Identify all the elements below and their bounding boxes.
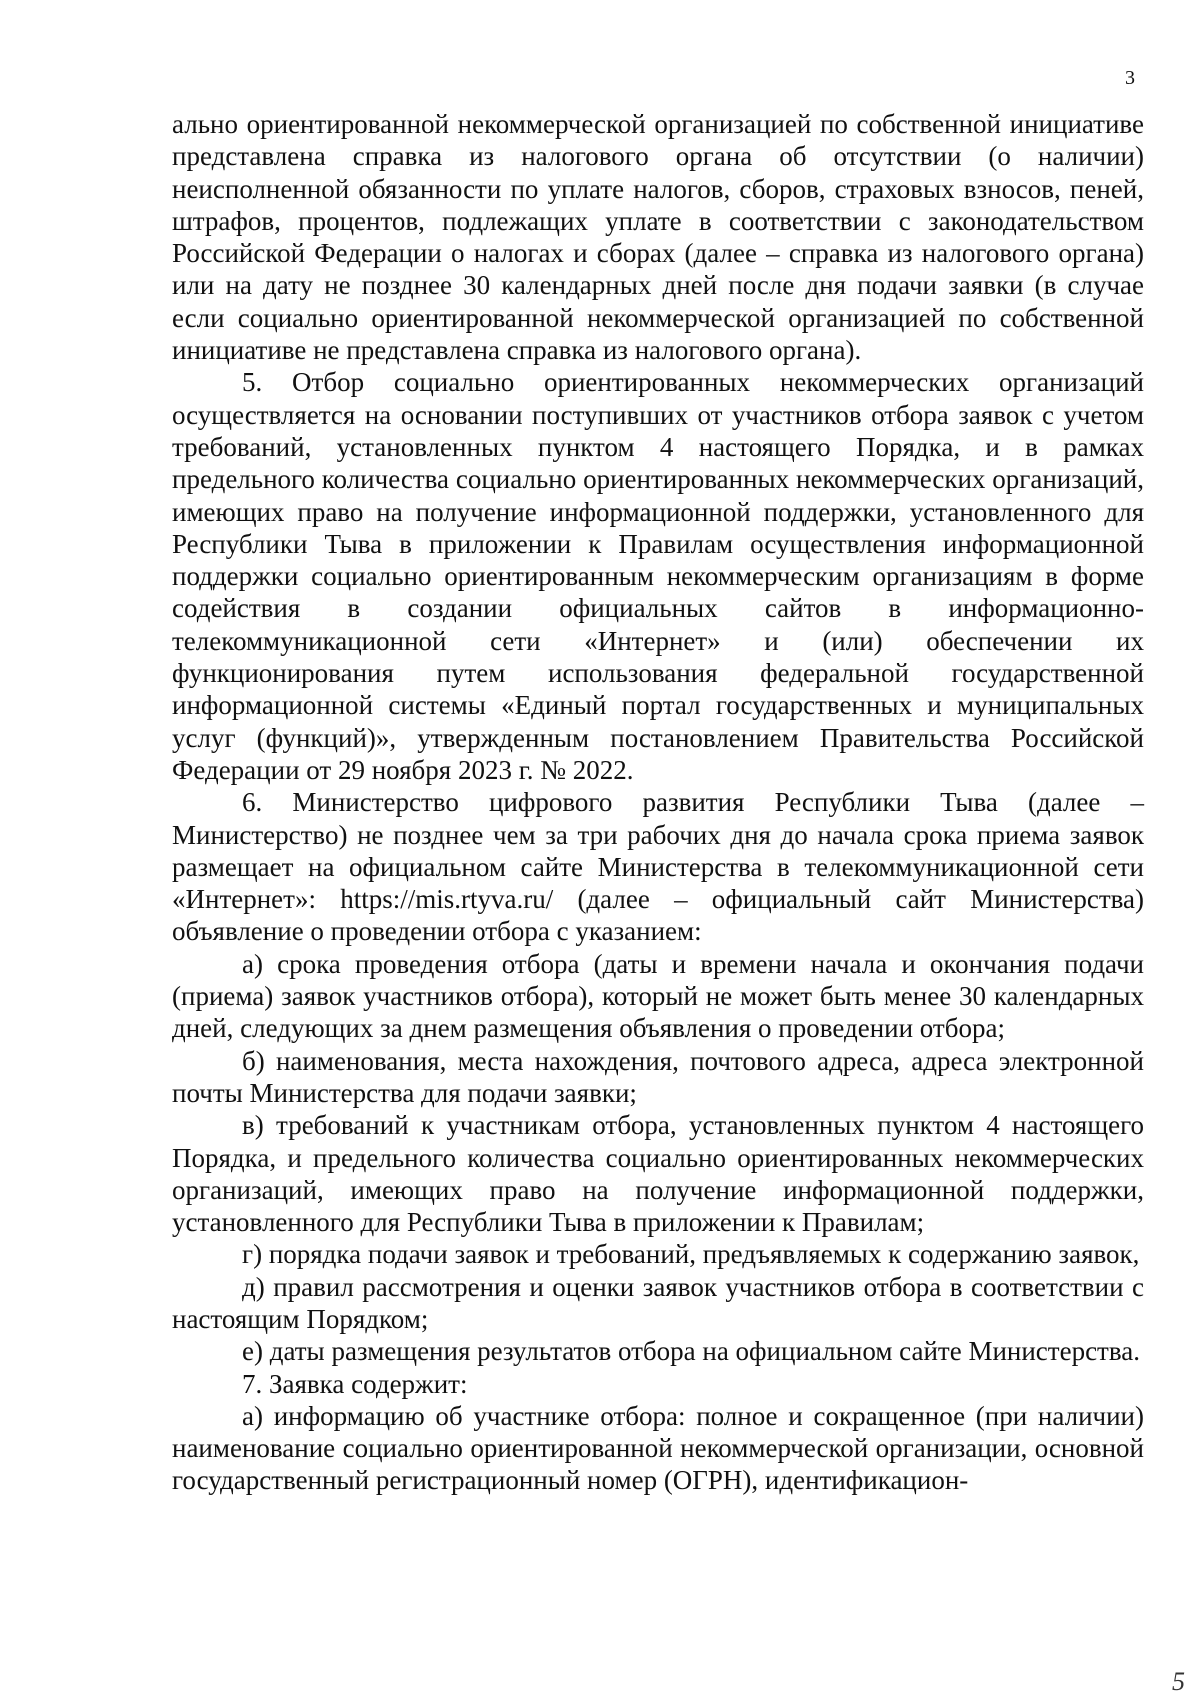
paragraph-item-6: 6. Министерство цифрового развития Республики Тыва (далее – Министерство) не позднее чем за три рабочих дня до начала срока приема заявок размещает на официальном сайте Министерства в телекоммуникационной сети «Интернет»: https://mis.rtyva.ru/ (далее – официальный сайт Министерства) объявление о проведении отбора с указанием: [172,787,1144,947]
paragraph-item-6a: а) срока проведения отбора (даты и времени начала и окончания подачи (приема) заявок участников отбора), который не может быть менее 30 календарных дней, следующих за днем размещения объявления о проведении отбора; [172,948,1144,1044]
document-body [172,108,1144,1497]
page-number: 3 [1125,67,1135,89]
paragraph-item-7a: а) информацию об участнике отбора: полное и сокращенное (при наличии) наименование социально ориентированной некоммерческой организации, основной государственный регистрационный номер (ОГРН), идентификацион- [172,1400,1144,1496]
corner-mark: 5 [1172,1667,1185,1696]
paragraph-item-6d: д) правил рассмотрения и оценки заявок участников отбора в соответствии с настоящим Порядком; [172,1271,1144,1334]
paragraph-item-6b: б) наименования, места нахождения, почтового адреса, адреса электронной почты Министерства для подачи заявки; [172,1045,1144,1108]
paragraph-continuation: ально ориентированной некоммерческой организацией по собственной инициативе представлена справка из налогового органа об отсутствии (о наличии) неисполненной обязанности по уплате налогов, сборов, страховых взносов, пеней, штрафов, процентов, подлежащих уплате в соответствии с законодательством Российской Федерации о налогах и сборах (далее – справка из налогового органа) или на дату не позднее 30 календарных дней после дня подачи заявки (в случае если социально ориентированной некоммерческой организацией по собственной инициативе не представлена справка из налогового органа). [172,109,1144,366]
paragraph-item-7: 7. Заявка содержит: [242,1368,468,1399]
paragraph-item-6e: е) даты размещения результатов отбора на официальном сайте Министерства. [242,1336,1140,1367]
paragraph-item-6v: в) требований к участникам отбора, установленных пунктом 4 настоящего Порядка, и предельного количества социально ориентированных некоммерческих организаций, имеющих право на получение информационной поддержки, установленного для Республики Тыва в приложении к Правилам; [172,1110,1144,1238]
paragraph-item-6g: г) порядка подачи заявок и требований, предъявляемых к содержанию заявок, [242,1239,1140,1270]
paragraph-item-5: 5. Отбор социально ориентированных некоммерческих организаций осуществляется на основании поступивших от участников отбора заявок с учетом требований, установленных пунктом 4 настоящего Порядка, и в рамках предельного количества социально ориентированных некоммерческих организаций, имеющих право на получение информационной поддержки, установленного для Республики Тыва в приложении к Правилам осуществления информационной поддержки социально ориентированным некоммерческим организациям в форме содействия в создании официальных сайтов в информационно-телекоммуникационной сети «Интернет» и (или) обеспечении их функционирования путем использования федеральной государственной информационной системы «Единый портал государственных и муниципальных услуг (функций)», утвержденным постановлением Правительства Российской Федерации от 29 ноября 2023 г. № 2022. [172,367,1144,785]
